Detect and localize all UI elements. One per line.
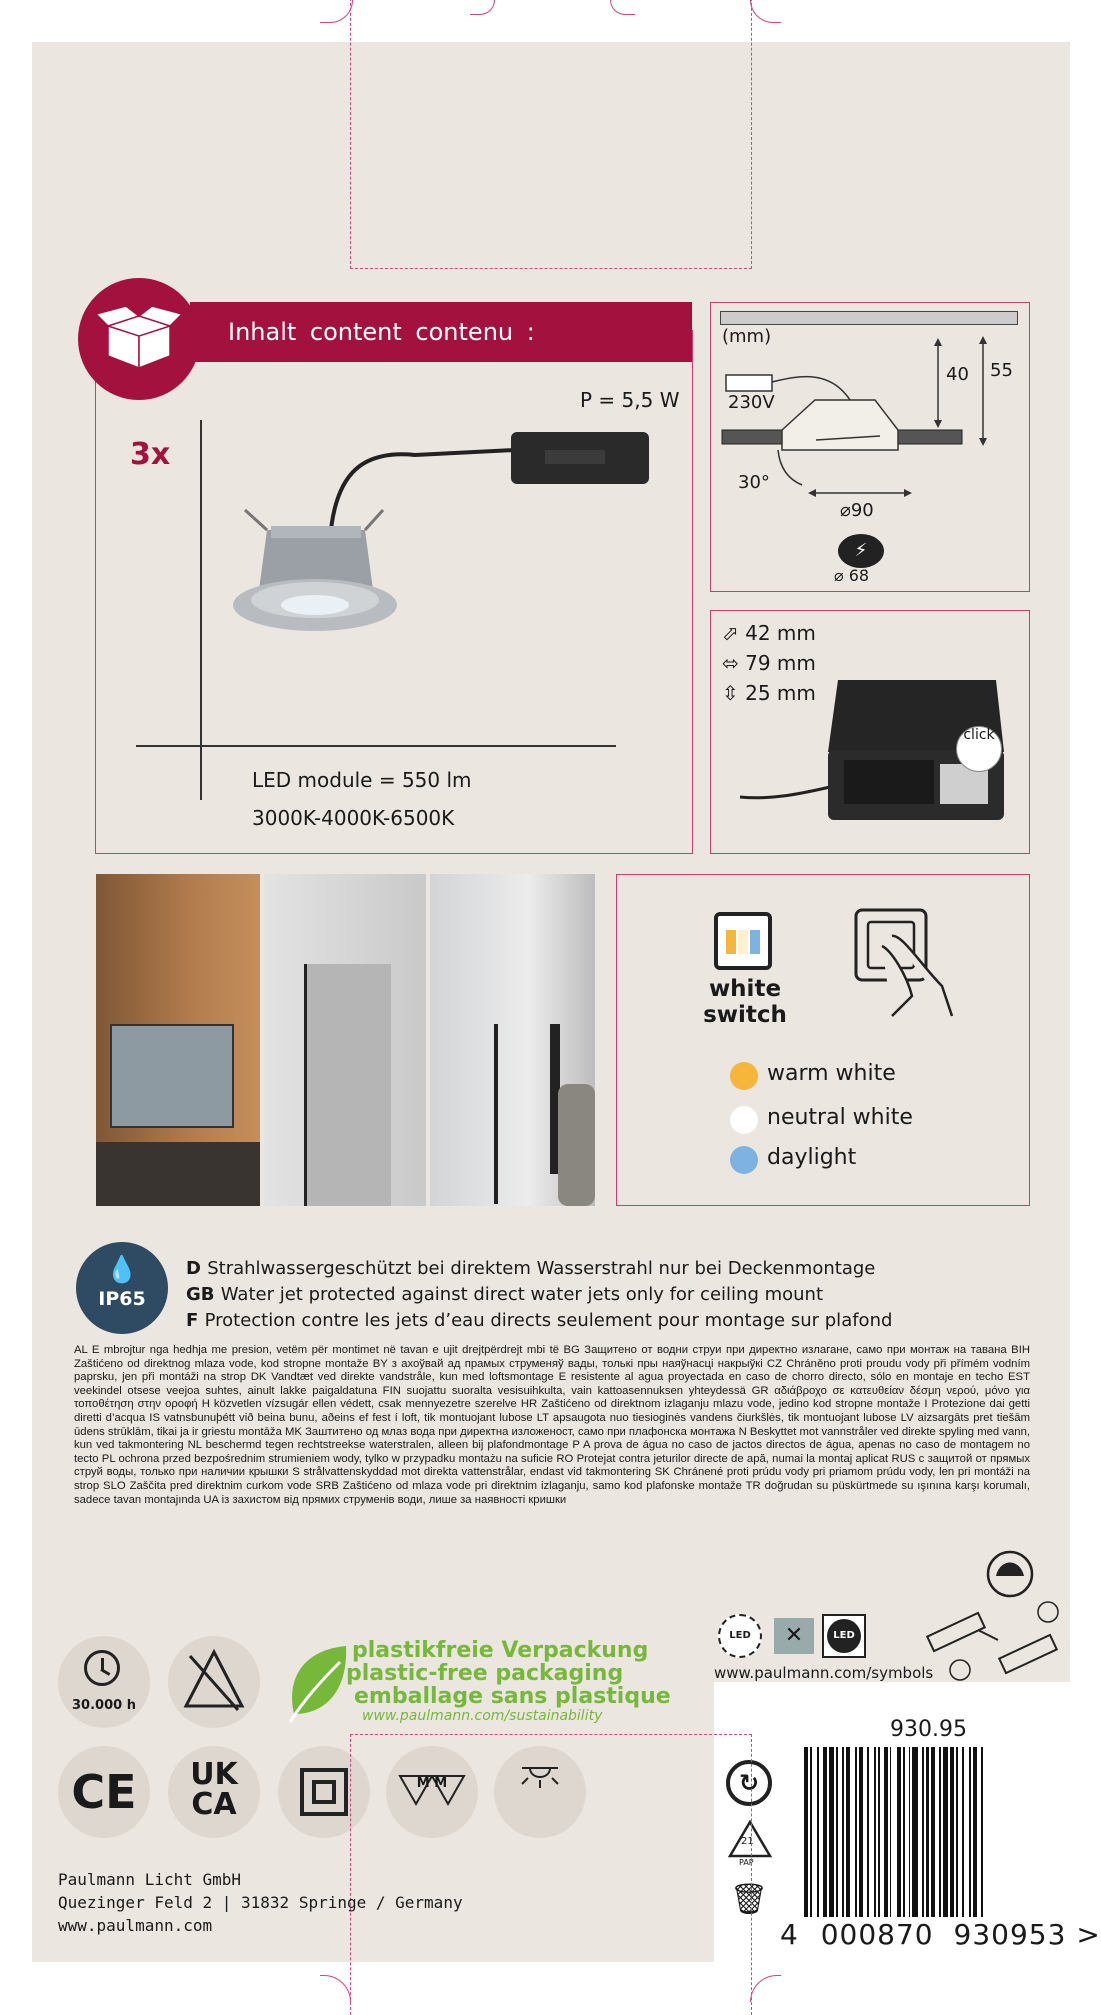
tilt-angle-label: 30° bbox=[738, 472, 770, 493]
barcode-bar bbox=[859, 1747, 863, 1917]
barcode-bar bbox=[890, 1747, 892, 1917]
dimension-2: 79 mm bbox=[745, 651, 816, 675]
cut-line-bottom-flap bbox=[350, 1734, 752, 2015]
cut-line-top-curve-left bbox=[320, 0, 353, 23]
ce-mark: CE bbox=[71, 1765, 137, 1819]
ukca-top: UK bbox=[190, 1757, 238, 1792]
ceiling-strip bbox=[720, 311, 1018, 325]
ip-fine-print: AL E mbrojtur nga hedhja me presion, vetëm për montimet në tavan e ujit drejtpërdrejt mbi të BG Защитено от водни струи при директно излагане, само при монтаж на тавана BIH Zaštićeno od direktnog mlaza vode, kod stropne montaže BY з ахоўвай ад прамых струменяў вады, толькі пры наяўнасці накрыўкі CZ Chráněno proti proudu vody při přímém vodním paprsku, jen při montáži na strop DK Vandtæt ved direkte vandstråle, kun med loftsmontage E resistente al agua proyectada en caso de chorro directo, sólo en montaje en techo EST veekindel otsese veejoa suhtes, ainult lakke paigaldatuna FIN suojattu suoralta vesisuihkulta, vain kattoasennuksen yhteydessä GR αδιάβροχο σε κατευθείαν δέσμη νερού, μόνο για τοποθέτηση στην οροφή H közvetlen vízsugár ellen védett, csak mennyezetre szerelve HR Zaštićeno od direktnom izlaganju mlazu vode, jedino kod stropne montaže I Protezione dai getti diretti d’acqua IS vatnsbunuþétt við beina bunu, aðeins ef fest í loft, tik montuojant lubose LT apsaugota nuo tiesioginės vandens čiurkšlės, tik montuojant lubose LV aizsargāts pret tiešām ūdens strūklām, tikai ja ir griestu montāža MK Заштитено од млаз вода при директна изложеност, само при плафонска монтажа N Beskyttet mot vannstråler ved direkte spyling med vann, kun ved takmontering NL beschermd tegen rechtstreekse waterstralen, alleen bij plafondmontage P A prova de água no caso de jactos directos de água, apenas no caso de montagem no tecto PL ochrona przed bezpośrednim strumieniem wody, tylko w przypadku montażu na suficie RO Protejat contra jeturilor directe de apă, numai la montaj aplicat RUS с защитой от прямых струй воды, только при наличии крышки S strålvattenskyddad mot direkta vattenstrålar, endast vid takmontering SK Chránené proti prúdu vody pri priamom prúdu vody, len pri montáži na strop SLO Zaščita pred direktnim curkom vode SRB Zaštićeno od mlaza vode pri direktnim izlaganju, samo kod plafonske montaže TR doğrudan su püskürtmede su ışınına karşı korumalı, sadece tavan montajında UA із захистом від прямих струменів води, лише за наявності кришки bbox=[74, 1344, 1030, 1506]
pap-number: 21 bbox=[741, 1836, 754, 1847]
clock-icon bbox=[84, 1650, 120, 1686]
company-address: Quezinger Feld 2 | 31832 Springe / Germany bbox=[58, 1893, 463, 1912]
led-sun-icon-label: LED bbox=[729, 1630, 751, 1641]
ip-text-fr: Protection contre les jets d’eau directs seulement pour montage sur plafond bbox=[204, 1310, 893, 1331]
downlight-image bbox=[215, 430, 655, 670]
barcode-bar bbox=[810, 1747, 812, 1917]
barcode-bar bbox=[943, 1747, 949, 1917]
packaging-en: plastic-free packaging bbox=[346, 1661, 624, 1686]
legend-color-dot bbox=[730, 1062, 758, 1090]
ip-code-gb: GB bbox=[186, 1284, 215, 1305]
photo-bathroom-mirror bbox=[96, 874, 260, 1206]
power-label: P = 5,5 W bbox=[580, 388, 680, 412]
barcode-group2: 930953 bbox=[953, 1918, 1067, 1951]
installation-icon bbox=[920, 1546, 1070, 1686]
led-box-icon-label: LED bbox=[833, 1630, 855, 1641]
barcode-bar bbox=[804, 1747, 808, 1917]
axis-horizontal bbox=[136, 745, 616, 747]
content-header-title: Inhalt content contenu : bbox=[228, 318, 535, 346]
white-switch-icon bbox=[714, 912, 772, 970]
ukca-mark bbox=[168, 1757, 260, 1822]
barcode-bar bbox=[922, 1747, 924, 1917]
barcode-bar bbox=[846, 1747, 850, 1917]
color-temperatures: 3000K-4000K-6500K bbox=[252, 806, 455, 830]
barcode-bar bbox=[926, 1747, 930, 1917]
barcode-bar bbox=[867, 1747, 869, 1917]
axis-vertical bbox=[200, 420, 202, 800]
legend-label: daylight bbox=[767, 1145, 857, 1170]
voltage-label: 230V bbox=[728, 392, 775, 413]
bin-icon: 🗑 bbox=[730, 1882, 769, 1917]
cut-line-top-flap bbox=[350, 0, 752, 269]
box-icon bbox=[78, 278, 200, 400]
click-badge: click bbox=[956, 726, 1002, 772]
barcode-digits bbox=[780, 1918, 1101, 1951]
barcode-arrow: > bbox=[1076, 1918, 1101, 1951]
article-number: 930.95 bbox=[890, 1717, 967, 1742]
led-box-icon bbox=[822, 1614, 866, 1658]
packaging-de: plastikfreie Verpackung bbox=[352, 1638, 649, 1663]
green-dot-icon: ↻ bbox=[726, 1760, 772, 1806]
barcode-bar bbox=[884, 1747, 888, 1917]
ip65-label: IP65 bbox=[98, 1288, 146, 1310]
cut-line-bottom-left bbox=[320, 1975, 351, 2002]
barcode-bar bbox=[903, 1747, 905, 1917]
cut-line-bottom-right bbox=[750, 1975, 781, 2002]
hand-switch-icon bbox=[852, 906, 962, 1026]
ip-line-fr bbox=[186, 1310, 892, 1331]
double-square-icon bbox=[300, 1768, 348, 1816]
barcode-bar bbox=[842, 1747, 844, 1917]
barcode-bar bbox=[829, 1747, 835, 1917]
box-icon-circle bbox=[78, 278, 200, 400]
dimension-1: 42 mm bbox=[745, 621, 816, 645]
ip65-badge bbox=[76, 1242, 168, 1334]
barcode-bar bbox=[950, 1747, 954, 1917]
diagonal-arrow-icon: ⬀ bbox=[722, 621, 739, 645]
barcode-bar bbox=[897, 1747, 901, 1917]
cutout-icon: ⚡ bbox=[838, 534, 884, 568]
barcode-first-digit: 4 bbox=[780, 1918, 799, 1951]
height-total-label: 55 bbox=[990, 360, 1013, 381]
barcode-bar bbox=[939, 1747, 941, 1917]
ip-line-de bbox=[186, 1258, 875, 1279]
barcode-bar bbox=[912, 1747, 918, 1917]
barcode-group1: 000870 bbox=[820, 1918, 934, 1951]
barcode-bar bbox=[973, 1747, 977, 1917]
white-switch-label-line2: switch bbox=[703, 1002, 787, 1028]
ukca-bottom: CA bbox=[191, 1787, 237, 1822]
barcode-bar bbox=[878, 1747, 880, 1917]
barcode-bar bbox=[823, 1747, 827, 1917]
vertical-arrow-icon: ⇳ bbox=[722, 681, 739, 705]
barcode-bar bbox=[931, 1747, 935, 1917]
dimmable-badge bbox=[168, 1636, 260, 1728]
barcode-bar bbox=[836, 1747, 838, 1917]
cutout-diameter-label: ⌀ 68 bbox=[834, 566, 870, 585]
legend-color-dot bbox=[730, 1106, 758, 1134]
cut-line-top-curve-right bbox=[750, 0, 781, 23]
lifetime-label: 30.000 h bbox=[72, 1698, 136, 1713]
leaf-icon bbox=[282, 1640, 354, 1724]
legend-color-dot bbox=[730, 1146, 758, 1174]
barcode-bar bbox=[874, 1747, 876, 1917]
mm-mark: M M bbox=[416, 1776, 448, 1791]
ukca-badge bbox=[168, 1746, 260, 1838]
dimension-3: 25 mm bbox=[745, 681, 816, 705]
ip-code-fr: F bbox=[186, 1310, 199, 1331]
packaging-url: www.paulmann.com/sustainability bbox=[362, 1708, 603, 1724]
white-switch-label bbox=[700, 976, 790, 1028]
barcode-bar bbox=[981, 1747, 983, 1917]
symbols-url: www.paulmann.com/symbols bbox=[714, 1664, 934, 1682]
unit-label: (mm) bbox=[722, 326, 772, 347]
led-module-label: LED module = 550 lm bbox=[252, 768, 472, 792]
barcode-bar bbox=[817, 1747, 819, 1917]
water-drops-icon: 💧 bbox=[105, 1255, 139, 1285]
quantity-label: 3x bbox=[130, 437, 171, 472]
photo-shower bbox=[430, 874, 595, 1206]
horizontal-arrow-icon: ⬄ bbox=[722, 651, 739, 675]
outer-diameter-label: ⌀90 bbox=[840, 500, 874, 521]
barcode-bar bbox=[909, 1747, 911, 1917]
company-name: Paulmann Licht GmbH bbox=[58, 1870, 242, 1889]
barcode bbox=[804, 1747, 1040, 1917]
pap-label: PAP bbox=[739, 1858, 754, 1867]
content-header-bar bbox=[190, 302, 692, 362]
photo-bathroom-door bbox=[264, 874, 426, 1206]
ip-text-de: Strahlwassergeschützt bei direktem Wasserstrahl nur bei Deckenmontage bbox=[207, 1258, 876, 1279]
barcode-bar bbox=[855, 1747, 857, 1917]
company-website[interactable]: www.paulmann.com bbox=[58, 1916, 213, 1935]
led-sun-icon bbox=[718, 1614, 762, 1658]
white-switch-label-line1: white bbox=[708, 976, 782, 1002]
ip-code-de: D bbox=[186, 1258, 201, 1279]
barcode-bar bbox=[969, 1747, 971, 1917]
barcode-bar bbox=[956, 1747, 958, 1917]
height-inner-label: 40 bbox=[946, 364, 969, 385]
led-crossed-icon: ✕ bbox=[774, 1618, 814, 1654]
legend-label: warm white bbox=[767, 1061, 896, 1086]
ip-line-gb bbox=[186, 1284, 823, 1305]
packaging-fr: emballage sans plastique bbox=[354, 1684, 671, 1709]
no-dim-icon bbox=[168, 1636, 260, 1728]
legend-label: neutral white bbox=[767, 1105, 913, 1130]
lifetime-badge bbox=[58, 1636, 150, 1728]
barcode-bar bbox=[962, 1747, 964, 1917]
ip-text-gb: Water jet protected against direct water jets only for ceiling mount bbox=[220, 1284, 824, 1305]
ce-badge bbox=[58, 1746, 150, 1838]
